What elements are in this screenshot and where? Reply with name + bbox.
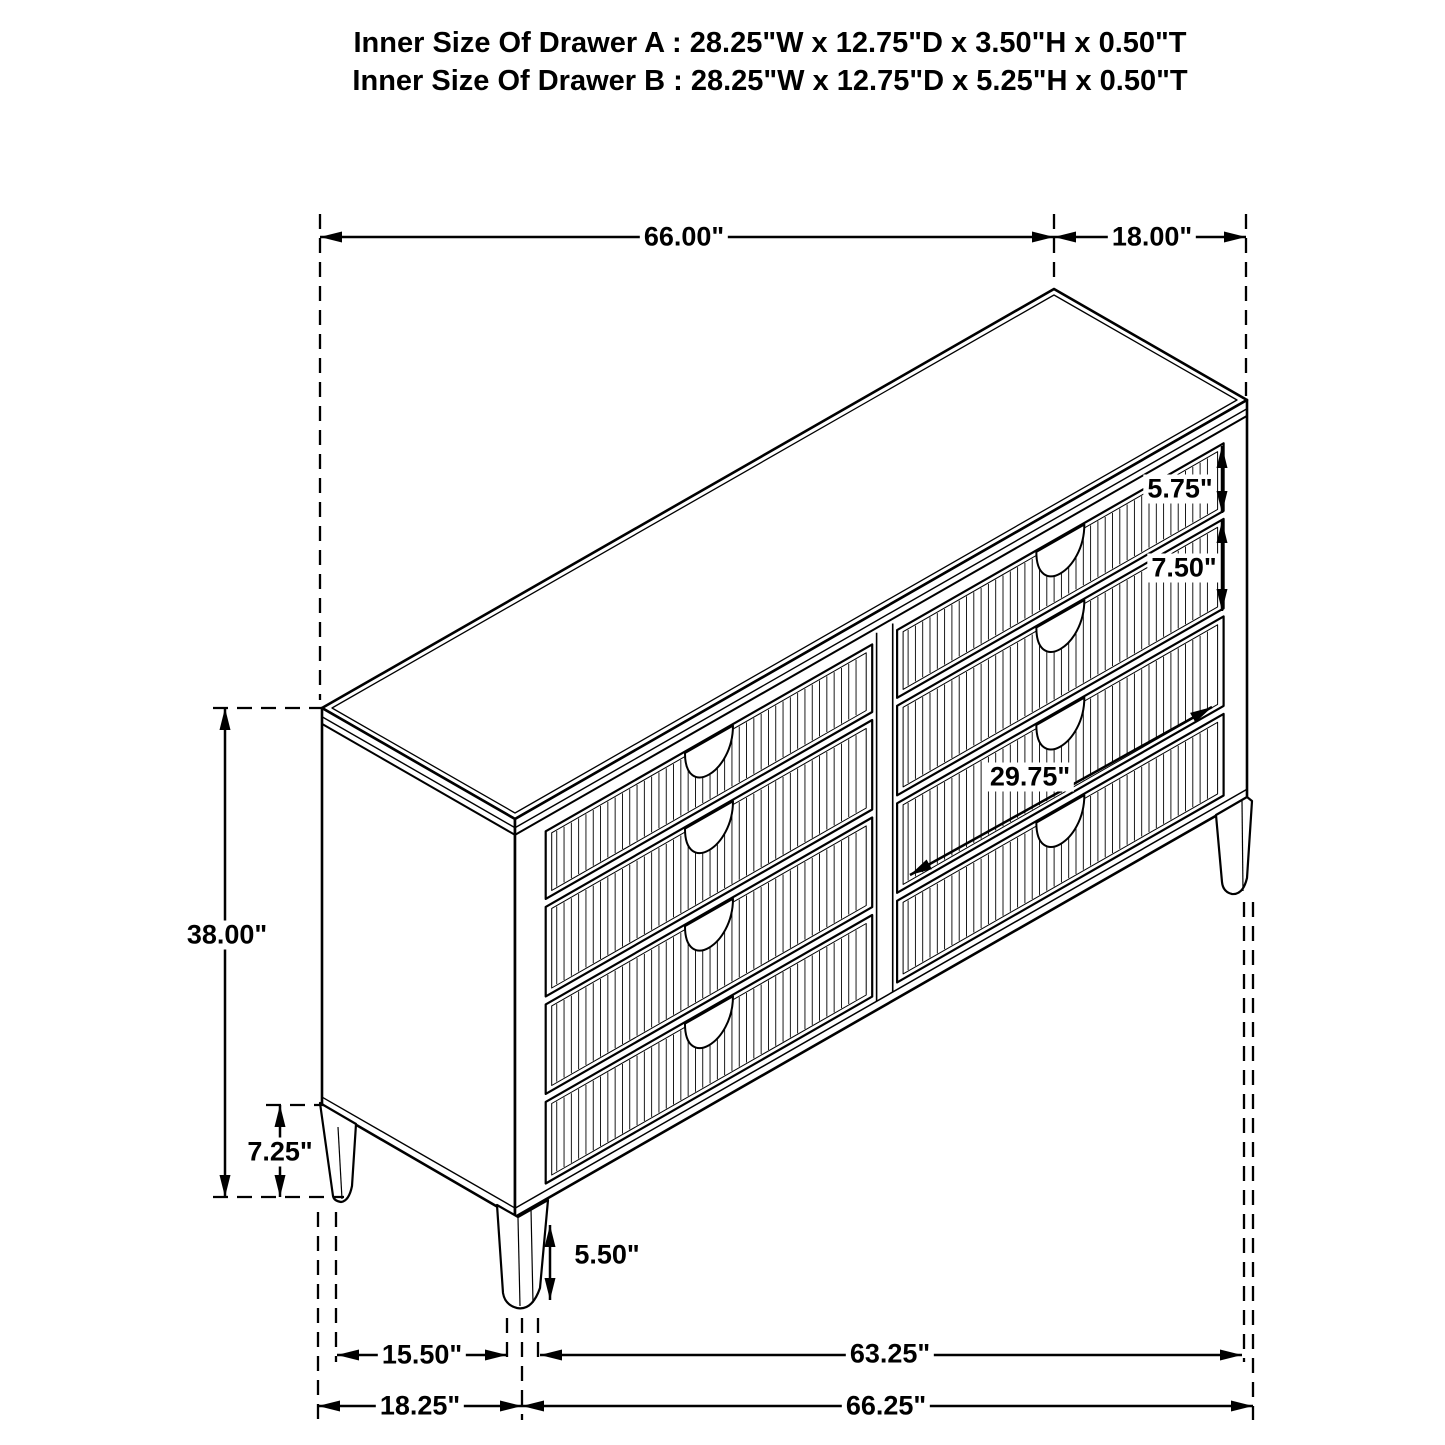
dim-label-base-clearance: 7.25" bbox=[243, 1138, 316, 1167]
dim-label-overall-depth: 18.25" bbox=[376, 1392, 464, 1421]
dim-label-leg-span-front: 63.25" bbox=[846, 1340, 934, 1369]
dim-label-overall-width: 66.25" bbox=[842, 1392, 930, 1421]
dim-label-overall-height: 38.00" bbox=[183, 921, 271, 950]
dim-label-drawer-a-height: 5.75" bbox=[1143, 475, 1216, 504]
dim-label-top-width: 66.00" bbox=[640, 223, 728, 252]
dim-label-leg-span-side: 15.50" bbox=[378, 1341, 466, 1370]
title-drawer-a: Inner Size Of Drawer A : 28.25"W x 12.75"D x 3.50"H x 0.50"T bbox=[353, 27, 1187, 59]
dim-label-top-depth: 18.00" bbox=[1108, 223, 1196, 252]
dim-label-leg-height: 5.50" bbox=[570, 1241, 643, 1270]
title-drawer-b: Inner Size Of Drawer B : 28.25"W x 12.75"D x 5.25"H x 0.50"T bbox=[352, 65, 1188, 97]
dim-label-drawer-width: 29.75" bbox=[986, 763, 1074, 792]
dim-label-drawer-b-height: 7.50" bbox=[1147, 554, 1220, 583]
title-block bbox=[352, 24, 1187, 100]
